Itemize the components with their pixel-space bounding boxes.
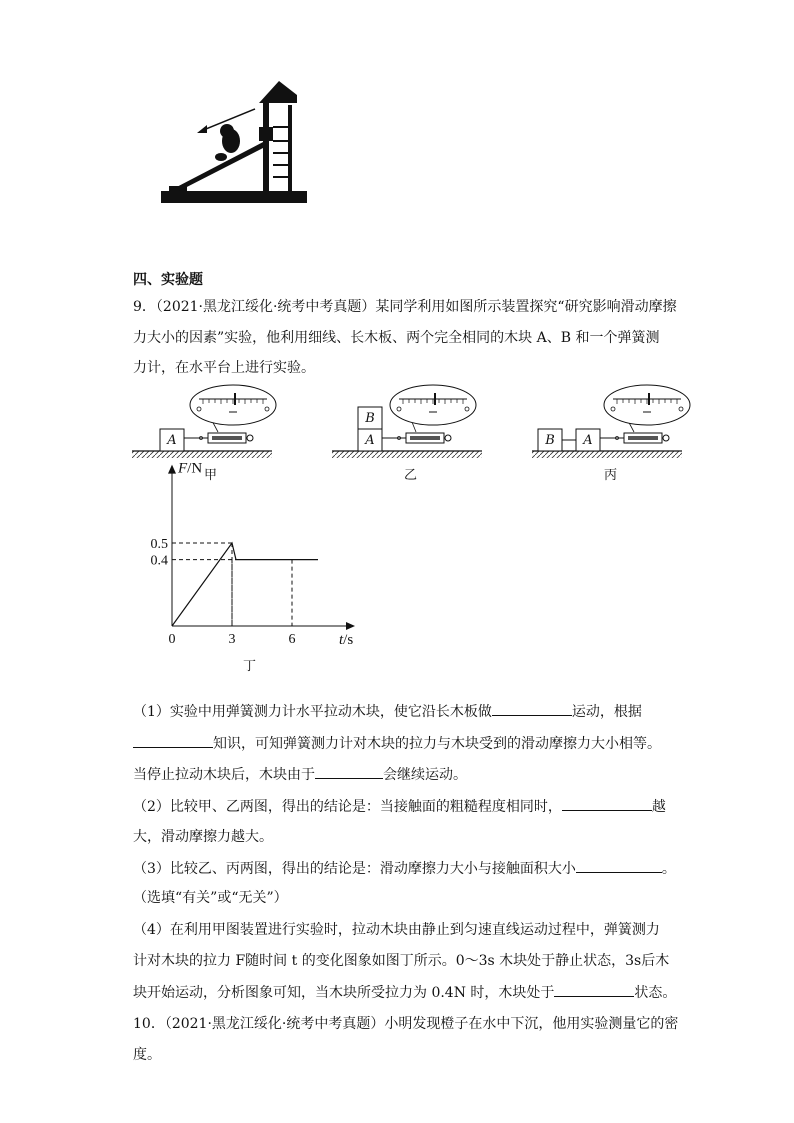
x-tick-label: 6	[288, 632, 296, 647]
answer-blank[interactable]	[492, 701, 572, 716]
block-label: A	[583, 432, 593, 448]
caption-yi: 乙	[404, 468, 418, 483]
q9-part4-line2: 计对木块的拉力 F随时间 t 的变化图象如图丁所示。0～3s 木块处于静止状态，3s后木	[133, 953, 670, 969]
block-label: B	[545, 432, 555, 448]
text: （1）实验中用弹簧测力计水平拉动木块，使它沿长木板做	[133, 704, 492, 720]
q9-part3-line2: （选填“有关”或“无关”）	[133, 890, 288, 906]
q9-part2-line2: 大，滑动摩擦力越大。	[133, 829, 273, 845]
y-tick-label: 0.4	[150, 553, 168, 569]
text: 运动，根据	[571, 704, 642, 720]
text: 会继续运动。	[383, 767, 467, 783]
answer-blank[interactable]	[554, 982, 634, 997]
text: 越	[651, 799, 666, 815]
block-label: A	[167, 432, 177, 448]
q10-line-1: 10．（2021·黑龙江绥化·统考中考真题）小明发现橙子在水中下沉，他用实验测量它的密	[133, 1016, 679, 1032]
y-tick-label: 0.5	[150, 537, 168, 552]
q9-part2-line1	[133, 796, 666, 817]
text: 知识，可知弹簧测力计对木块的拉力与木块受到的滑动摩擦力大小相等。	[213, 736, 661, 752]
panel-yi	[332, 385, 482, 458]
q9-part4-line3	[133, 982, 676, 1003]
q9-part3-line1	[133, 858, 676, 879]
block-label: B	[365, 410, 375, 426]
answer-blank[interactable]	[562, 796, 652, 811]
text: （3）比较乙、丙两图，得出的结论是：滑动摩擦力大小与接触面积大小	[133, 861, 576, 877]
section-title: 四、实验题	[133, 272, 203, 288]
caption-ding: 丁	[243, 659, 257, 674]
x-tick-label: 3	[228, 632, 236, 647]
text: 块开始运动，分析图象可知，当木块所受拉力为 0.4N 时，木块处于	[133, 985, 555, 1001]
q9-part1-line1	[133, 701, 642, 722]
q9-part1-line2	[133, 733, 661, 754]
x-axis-label: t/s	[339, 632, 354, 648]
x-tick-label: 0	[168, 632, 176, 647]
caption-jia: 甲	[204, 468, 218, 483]
q9-part1-line3	[133, 764, 467, 785]
q9-part4-line1: （4）在利用甲图装置进行实验时，拉动木块由静止到匀速直线运动过程中，弹簧测力	[133, 922, 660, 938]
series-line	[172, 543, 318, 626]
slide-figure	[155, 75, 325, 210]
q10-line-2: 度。	[133, 1047, 161, 1063]
q9-line-3: 力计，在水平台上进行实验。	[133, 360, 315, 376]
answer-blank[interactable]	[133, 733, 213, 748]
caption-bing: 丙	[604, 468, 618, 483]
block-label: A	[365, 432, 375, 448]
text: 状态。	[634, 985, 677, 1001]
answer-blank[interactable]	[315, 764, 383, 779]
text: （2）比较甲、乙两图，得出的结论是：当接触面的粗糙程度相同时，	[133, 799, 562, 815]
q9-line-2: 力大小的因素”实验，他利用细线、长木板、两个完全相同的木块 A、B 和一个弹簧测	[133, 330, 660, 346]
text: 。	[661, 861, 676, 877]
q9-line-1: 9．（2021·黑龙江绥化·统考中考真题）某同学利用如图所示装置探究“研究影响滑动摩擦	[133, 299, 677, 315]
text: 当停止拉动木块后，木块由于	[133, 767, 315, 783]
panel-jia	[132, 385, 276, 458]
y-axis-label: F/N	[178, 460, 203, 477]
force-time-chart	[135, 460, 365, 655]
x-axis-arrow	[346, 622, 355, 630]
answer-blank[interactable]	[576, 858, 662, 873]
